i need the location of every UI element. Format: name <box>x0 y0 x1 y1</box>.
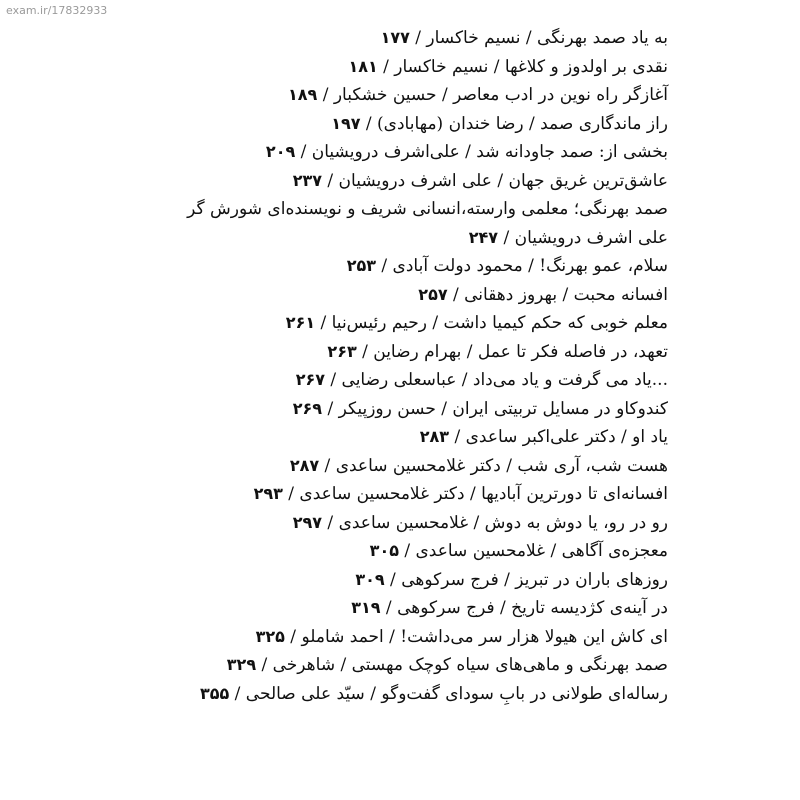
page-number: ۲۴۷ <box>468 227 499 247</box>
page-number: ۱۸۹ <box>288 85 318 104</box>
entry-text: معجزه‌ی آگاهی / غلامحسین ساعدی / <box>398 541 668 561</box>
entry-text: تعهد، در فاصله فکر تا عمل / بهرام رضاین / <box>356 341 668 362</box>
page-number: ۲۶۹ <box>292 398 323 418</box>
toc-entry <box>68 651 668 680</box>
toc-entry <box>68 195 668 224</box>
toc-entry <box>68 452 668 481</box>
page-number: ۲۹۳ <box>253 484 283 503</box>
page-number: ۱۷۷ <box>380 28 410 47</box>
toc-entry <box>68 509 668 538</box>
page-number: ۲۶۷ <box>295 370 325 389</box>
entry-text: عاشق‌ترین غریق جهان / علی اشرف درویشیان / <box>322 170 668 191</box>
entry-text: رو در رو، یا دوش به دوش / غلامحسین ساعدی / <box>322 512 668 533</box>
page-number: ۱۹۷ <box>331 113 361 133</box>
page-number: ۳۵۵ <box>199 683 230 703</box>
toc-entry <box>68 309 668 338</box>
entry-text: بخشی از: صمد جاودانه شد / علی‌اشرف درویشیان / <box>295 142 668 162</box>
toc-entry <box>68 281 668 310</box>
entry-text: نقدی بر اولدوز و کلاغها / نسیم خاکسار / <box>377 56 668 77</box>
page-number: ۲۳۷ <box>292 170 322 190</box>
entry-text: افسانه محبت / بهروز دهقانی / <box>447 284 668 305</box>
entry-text: سلام، عمو بهرنگ! / محمود دولت آبادی / <box>376 256 668 276</box>
entry-text: راز ماندگاری صمد / رضا خندان (مهابادی) / <box>360 113 668 134</box>
toc-entry <box>68 395 668 424</box>
toc-entry <box>68 594 668 623</box>
page-number: ۲۶۱ <box>285 313 316 332</box>
toc-entry <box>68 680 668 709</box>
toc-entry <box>68 53 668 82</box>
entry-text: روزهای باران در تبریز / فرج سرکوهی / <box>384 569 668 590</box>
page-number: ۳۱۹ <box>351 598 381 617</box>
entry-text: علی اشرف درویشیان / <box>498 227 668 248</box>
entry-text: ...یاد می گرفت و یاد می‌داد / عباسعلی رضایی / <box>324 370 668 390</box>
page-number: ۲۵۷ <box>418 284 448 304</box>
entry-text: به یاد صمد بهرنگی / نسیم خاکسار / <box>409 28 668 48</box>
page-number: ۳۰۵ <box>369 541 399 560</box>
toc-entry <box>68 480 668 509</box>
entry-text: معلم خوبی که حکم کیمیا داشت / رحیم رئیس‌نیا / <box>315 313 668 333</box>
entry-text: رساله‌ای طولانی در بابِ سودای گفت‌وگو / سیّد علی صالحی / <box>229 683 668 704</box>
page-number: ۲۵۳ <box>346 256 376 275</box>
page-number: ۲۸۳ <box>419 427 450 446</box>
page-number: ۱۸۱ <box>348 56 378 76</box>
toc-entry <box>68 81 668 110</box>
entry-text: صمد بهرنگی؛ معلمی وارسته،انسانی شریف و نویسنده‌ای شورش گر <box>187 199 668 219</box>
entry-text: صمد بهرنگی و ماهی‌های سیاه کوچک مهستی / شاهرخی / <box>256 655 668 675</box>
entry-text: در آینه‌ی کژدیسه تاریخ / فرج سرکوهی / <box>380 598 668 618</box>
page-number: ۳۰۹ <box>355 569 385 589</box>
entry-text: افسانه‌ای تا دورترین آبادیها / دکتر غلامحسین ساعدی / <box>282 484 668 504</box>
toc-entry <box>68 537 668 566</box>
table-of-contents <box>68 24 668 708</box>
entry-text: یاد او / دکتر علی‌اکبر ساعدی / <box>449 427 668 447</box>
toc-entry <box>68 338 668 367</box>
entry-text: ای کاش این هیولا هزار سر می‌داشت! / احمد شاملو / <box>284 626 668 647</box>
toc-entry <box>68 423 668 452</box>
toc-entry <box>68 366 668 395</box>
page-number: ۲۰۹ <box>265 142 296 161</box>
toc-entry <box>68 566 668 595</box>
toc-entry <box>68 138 668 167</box>
toc-entry <box>68 224 668 253</box>
toc-entry <box>68 167 668 196</box>
page-number: ۲۹۷ <box>292 512 323 532</box>
page-number: ۳۲۵ <box>255 626 285 646</box>
page-number: ۲۸۷ <box>289 455 320 475</box>
page-number: ۳۲۹ <box>226 655 257 674</box>
watermark: exam.ir/17832933 <box>6 4 108 17</box>
toc-entry <box>68 623 668 652</box>
entry-text: آغازگر راه نوین در ادب معاصر / حسین خشکبار / <box>317 85 668 105</box>
entry-text: هست شب، آری شب / دکتر غلامحسین ساعدی / <box>319 455 668 476</box>
toc-entry <box>68 24 668 53</box>
entry-text: کندوکاو در مسایل تربیتی ایران / حسن روزپیکر / <box>322 398 668 419</box>
toc-entry <box>68 110 668 139</box>
toc-entry <box>68 252 668 281</box>
page-number: ۲۶۳ <box>327 341 357 361</box>
